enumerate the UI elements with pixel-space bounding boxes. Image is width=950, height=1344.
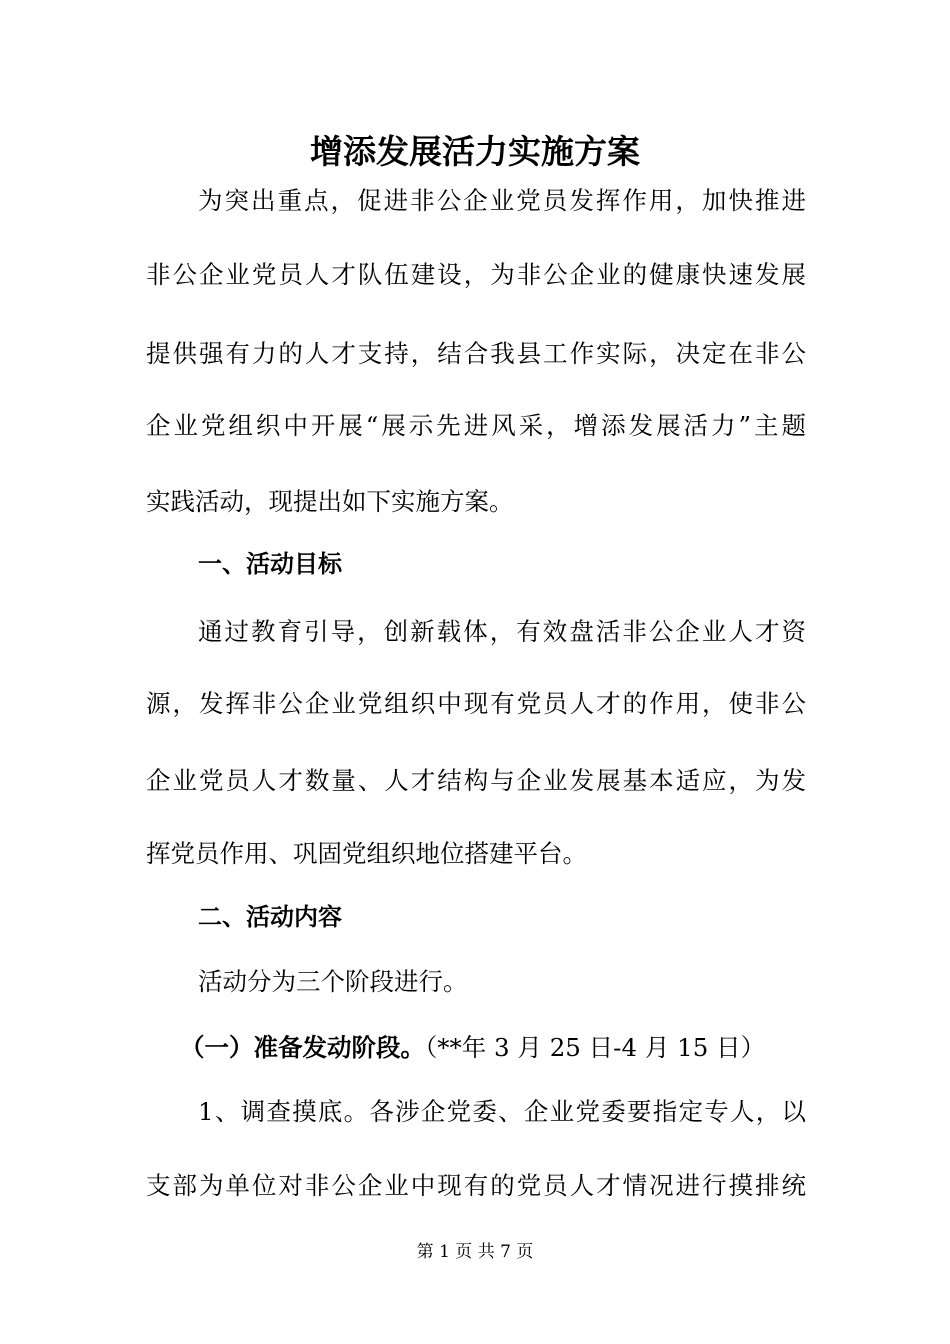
paragraph-goals-line-4: 挥党员作用、巩固党组织地位搭建平台。 — [146, 839, 587, 868]
paragraph-stages-intro: 活动分为三个阶段进行。 — [198, 967, 468, 996]
page-number-footer: 第 1 页 共 7 页 — [416, 1242, 534, 1262]
paragraph-intro-line-3: 提供强有力的人才支持，结合我县工作实际，决定在非公 — [146, 339, 806, 368]
paragraph-goals-line-3: 企业党员人才数量、人才结构与企业发展基本适应，为发 — [146, 766, 806, 795]
section-heading-goals: 一、活动目标 — [198, 550, 342, 578]
paragraph-intro-line-4: 企业党组织中开展“展示先进风采，增添发展活力”主题 — [146, 411, 806, 440]
paragraph-survey-line-2: 支部为单位对非公企业中现有的党员人才情况进行摸排统 — [146, 1171, 806, 1200]
paragraph-intro-line-2: 非公企业党员人才队伍建设，为非公企业的健康快速发展 — [146, 260, 806, 289]
paragraph-intro-line-5: 实践活动，现提出如下实施方案。 — [146, 487, 514, 516]
paragraph-goals-line-1: 通过教育引导，创新载体，有效盘活非公企业人才资 — [198, 617, 806, 646]
stage-one-date-range: （**年 3 月 25 日-4 月 15 日） — [425, 1033, 766, 1062]
document-title: 增添发展活力实施方案 — [310, 132, 640, 171]
paragraph-goals-line-2: 源，发挥非公企业党组织中现有党员人才的作用，使非公 — [146, 689, 806, 718]
section-heading-content: 二、活动内容 — [198, 903, 342, 931]
stage-one-title: （一）准备发动阶段。 — [180, 1033, 425, 1062]
paragraph-survey-line-1: 1、调查摸底。各涉企党委、企业党委要指定专人，以 — [198, 1097, 806, 1126]
stage-one-heading — [180, 1030, 806, 1066]
paragraph-intro-line-1: 为突出重点，促进非公企业党员发挥作用，加快推进 — [198, 186, 806, 215]
